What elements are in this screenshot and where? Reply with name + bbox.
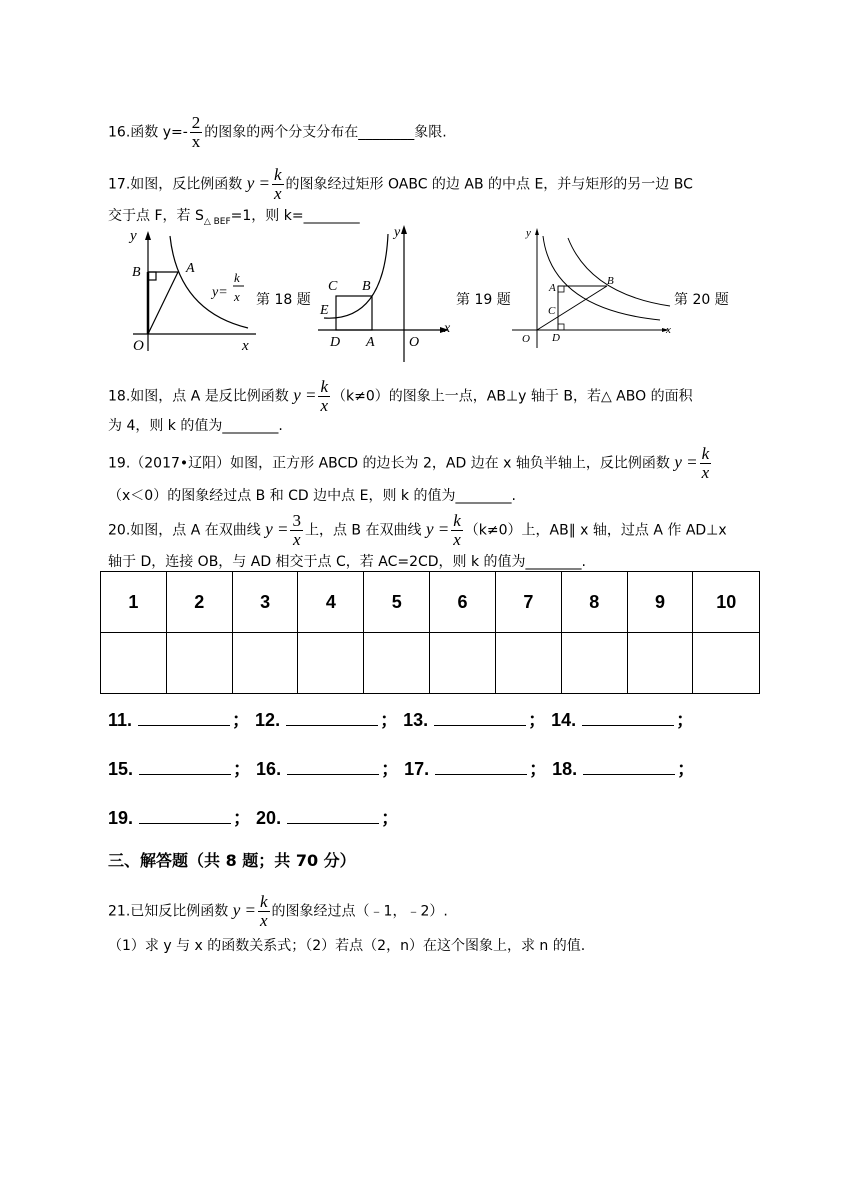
fig18-a-label: A	[186, 261, 195, 276]
answer-header-5: 5	[364, 572, 430, 633]
answer-header-8: 8	[561, 572, 627, 633]
answer-line-2	[108, 754, 695, 781]
separator: ；	[232, 710, 251, 730]
figure-18	[108, 226, 258, 361]
q20-den2: x	[453, 530, 461, 549]
q18-suffix: （k≠0）的图象上一点，AB⊥y 轴于 B，若△ ABO 的面积	[332, 388, 693, 405]
q16-suffix: 的图象的两个分支分布在________象限.	[204, 124, 447, 141]
answer-header-10: 10	[693, 572, 760, 633]
answer-header-9: 9	[627, 572, 693, 633]
q20-eq1-lhs: y =	[265, 519, 289, 539]
q20-fraction-2	[451, 512, 463, 549]
answer-label-20: 20.	[256, 808, 282, 828]
answer-line-3	[108, 803, 399, 830]
q17-line2-a: 交于点 F，若 S	[108, 208, 204, 224]
answer-header-3: 3	[232, 572, 298, 633]
answer-cell-5[interactable]	[364, 633, 430, 694]
q20-num1: 3	[292, 511, 301, 530]
answer-cell-3[interactable]	[232, 633, 298, 694]
answer-blank-14[interactable]	[582, 705, 674, 726]
fig18-eq-y: y=	[212, 285, 228, 300]
answer-label-16: 16.	[256, 759, 282, 779]
q20-den1: x	[290, 530, 303, 549]
answer-blank-15[interactable]	[139, 754, 231, 775]
q20-prefix: 20.如图，点 A 在双曲线	[108, 522, 261, 539]
answer-header-6: 6	[430, 572, 496, 633]
figure-20	[510, 224, 676, 350]
fig19-o-label: O	[409, 335, 420, 350]
separator: ；	[233, 759, 252, 779]
q18-eq-lhs: y =	[293, 385, 317, 405]
fig18-b-label: B	[132, 265, 141, 280]
answer-line-1	[108, 705, 694, 732]
answer-blank-17[interactable]	[435, 754, 527, 775]
fig18-eq-den: x	[234, 289, 240, 304]
separator: ；	[677, 759, 696, 779]
answer-header-4: 4	[298, 572, 364, 633]
question-20-line2: 轴于 D，连接 OB，与 AD 相交于点 C，若 AC=2CD，则 k 的值为________.	[108, 554, 586, 570]
q20-mid: 上，点 B 在双曲线	[304, 522, 422, 539]
question-19-line2: （x＜0）的图象经过点 B 和 CD 边中点 E，则 k 的值为________.	[108, 488, 516, 504]
answer-table	[100, 571, 760, 694]
fig18-x-label: x	[242, 338, 249, 354]
fig19-y-label: y	[394, 225, 401, 240]
answer-header-2: 2	[166, 572, 232, 633]
q17-num: k	[274, 165, 282, 184]
q18-den: x	[320, 396, 329, 415]
question-21-line2: （1）求 y 与 x 的函数关系式；（2）若点（2，n）在这个图象上，求 n 的值.	[108, 938, 586, 954]
q19-num: k	[701, 444, 710, 463]
answer-blank-18[interactable]	[583, 754, 675, 775]
q21-den: x	[260, 911, 268, 930]
answer-cell-4[interactable]	[298, 633, 364, 694]
answer-label-15: 15.	[108, 759, 134, 779]
fig19-c-label: C	[328, 279, 338, 294]
answer-blank-20[interactable]	[287, 803, 379, 824]
fig20-a-label: A	[549, 282, 556, 294]
fig19-x-label: x	[444, 321, 451, 336]
q17-fraction	[272, 166, 284, 203]
question-18	[108, 378, 693, 415]
fig18-eq-num: k	[234, 270, 240, 285]
q21-num: k	[260, 892, 268, 911]
fig20-d-label: D	[552, 332, 560, 344]
answer-blank-19[interactable]	[139, 803, 231, 824]
separator: ；	[381, 759, 400, 779]
answer-cell-1[interactable]	[101, 633, 167, 694]
answer-blank-12[interactable]	[286, 705, 378, 726]
answer-cell-8[interactable]	[561, 633, 627, 694]
answer-header-1: 1	[101, 572, 167, 633]
answer-header-7: 7	[495, 572, 561, 633]
q19-eq-lhs: y =	[674, 452, 698, 472]
fig20-o-label: O	[522, 333, 530, 345]
separator: ；	[233, 808, 252, 828]
figure-19-label: 第 19 题	[456, 292, 511, 308]
answer-label-14: 14.	[551, 710, 577, 730]
answer-cell-6[interactable]	[430, 633, 496, 694]
q17-prefix: 17.如图，反比例函数	[108, 176, 243, 193]
q20-suffix: （k≠0）上，AB∥ x 轴，过点 A 作 AD⊥x	[464, 522, 727, 539]
answer-label-13: 13.	[403, 710, 429, 730]
question-19	[108, 445, 713, 482]
q16-num: 2	[191, 113, 201, 132]
answer-cell-10[interactable]	[693, 633, 760, 694]
answer-label-12: 12.	[255, 710, 281, 730]
q19-prefix: 19.（2017•辽阳）如图，正方形 ABCD 的边长为 2，AD 边在 x 轴负半轴上，反比例函数	[108, 455, 670, 472]
q19-fraction	[700, 445, 712, 482]
q17-den: x	[274, 184, 282, 203]
figure-19	[316, 222, 456, 364]
q20-fraction-1	[290, 512, 303, 549]
q21-eq-lhs: y =	[232, 900, 256, 920]
answer-cell-7[interactable]	[495, 633, 561, 694]
separator: ；	[380, 710, 399, 730]
answer-blank-13[interactable]	[434, 705, 526, 726]
q16-prefix: 16.函数 y=-	[108, 124, 188, 141]
fig19-b-label: B	[362, 279, 371, 294]
question-20	[108, 512, 727, 549]
fig18-y-label: y	[130, 228, 137, 244]
q18-fraction	[318, 378, 330, 415]
q19-den: x	[701, 463, 710, 482]
fig19-d-label: D	[330, 335, 341, 350]
answer-label-18: 18.	[552, 759, 578, 779]
q18-prefix: 18.如图，点 A 是反比例函数	[108, 388, 289, 405]
figure-18-label: 第 18 题	[256, 292, 311, 308]
question-17	[108, 166, 693, 203]
fig20-c-label: C	[548, 305, 556, 317]
separator: ；	[529, 759, 548, 779]
q21-prefix: 21.已知反比例函数	[108, 903, 229, 920]
fig20-x-label: x	[666, 324, 671, 336]
separator: ；	[528, 710, 547, 730]
answer-cell-2[interactable]	[166, 633, 232, 694]
figure-20-label: 第 20 题	[674, 292, 729, 308]
answer-blank-11[interactable]	[138, 705, 230, 726]
answer-cell-9[interactable]	[627, 633, 693, 694]
fig20-b-label: B	[607, 275, 614, 287]
separator: ；	[381, 808, 400, 828]
q21-fraction	[258, 893, 270, 930]
q16-den: x	[191, 132, 201, 151]
q20-num2: k	[453, 511, 461, 530]
answer-blank-16[interactable]	[287, 754, 379, 775]
q17-line2-b: =1，则 k=________	[230, 208, 360, 224]
answer-label-19: 19.	[108, 808, 134, 828]
answer-label-17: 17.	[404, 759, 430, 779]
q18-num: k	[320, 377, 329, 396]
q16-fraction	[190, 114, 203, 151]
separator: ；	[676, 710, 695, 730]
section-3-heading: 三、解答题（共 8 题；共 70 分）	[108, 851, 356, 870]
fig19-a-label: A	[366, 335, 375, 350]
fig19-e-label: E	[320, 303, 329, 318]
question-18-line2: 为 4，则 k 的值为________.	[108, 418, 283, 434]
q21-suffix: 的图象经过点（﹣1，﹣2）.	[271, 903, 448, 920]
question-21	[108, 893, 448, 930]
q17-suffix: 的图象经过矩形 OABC 的边 AB 的中点 E，并与矩形的另一边 BC	[285, 176, 693, 193]
answer-label-11: 11.	[108, 710, 133, 730]
fig18-o-label: O	[133, 338, 144, 354]
q17-subscript: △ BEF	[203, 216, 231, 227]
q20-eq2-lhs: y =	[425, 519, 450, 539]
question-16	[108, 114, 447, 151]
fig20-y-label: y	[526, 227, 531, 239]
q17-eq-lhs: y =	[246, 173, 270, 193]
